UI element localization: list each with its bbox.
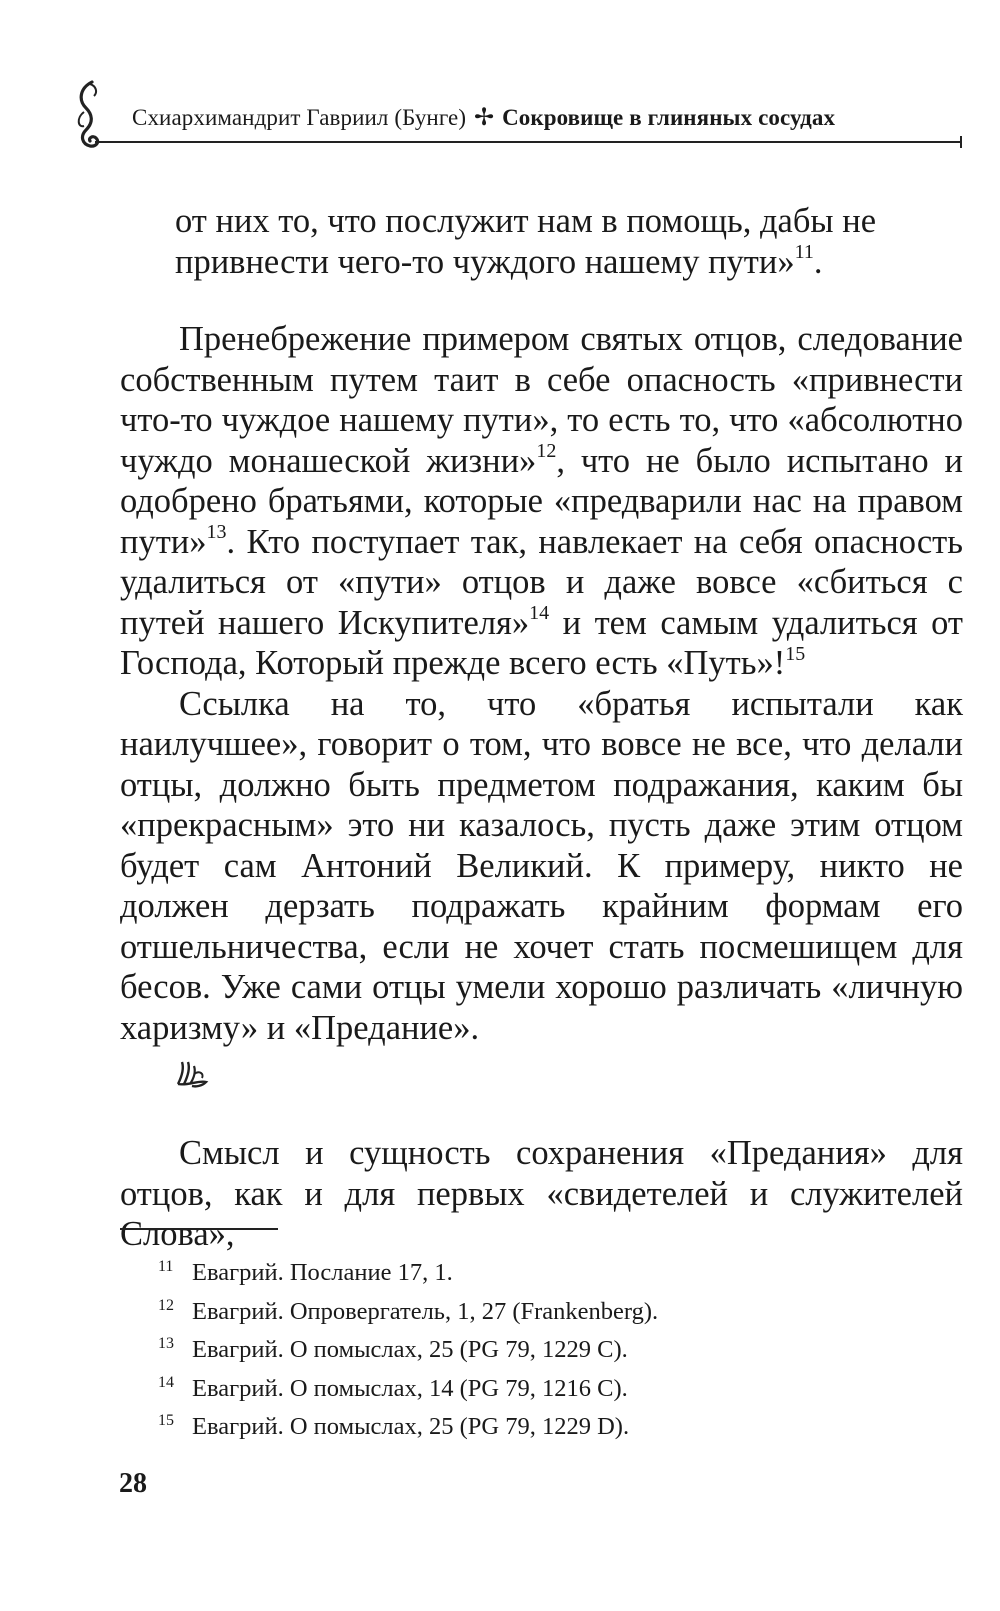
running-head [132,103,962,137]
body-text-block [120,319,963,1048]
footnote-number: 15 [158,1412,174,1429]
footnote-item [120,1293,963,1332]
footnote-text: Евагрий. О помыслах, 25 (PG 79, 1229 C). [192,1336,628,1363]
paragraph-text-tail: . [813,242,823,281]
footnote-number: 13 [158,1335,174,1352]
paragraph-3: Ссылка на то, что «братья испытали как наилучшее», говорит о том, что вовсе не все, что делали отцы, должно быть предметом подражания, каким бы «прекрасным» это ни казалось, пусть даже этим отцом будет сам Антоний Великий. К примеру, никто не должен дерзать подражать крайним формам его отшельничества, если не хочет стать посмешищем для бесов. Уже сами отцы умели хорошо различать «личную харизму» и «Предание». [120,684,963,1047]
paragraph-text: , что не было испытано и одобрено братьями, которые «предварили нас на правом пути» [120,441,963,561]
footnote-ref[interactable]: 12 [536,440,557,462]
paragraph-2 [120,319,963,684]
footnote-ref[interactable]: 15 [785,642,806,665]
header-rule-tick [960,136,962,148]
footnote-ref[interactable]: 13 [206,521,227,543]
paragraph-text: . Кто поступает так, навлекает на себя опасность удалиться от «пути» отцов и даже вовсе «сбиться с путей нашего Искупителя» [120,522,963,642]
floral-dingbat-icon [174,1060,210,1088]
paragraph-4 [120,1133,963,1255]
header-book-title: Сокровище в глиняных сосудах [502,105,836,130]
footnote-item [120,1331,963,1370]
footnote-rule [120,1228,278,1230]
footnote-text: Евагрий. О помыслах, 25 (PG 79, 1229 D). [192,1413,630,1440]
footnote-text: Евагрий. Послание 17, 1. [192,1259,453,1286]
paragraph-text: и тем самым удалиться от Господа, Который прежде всего есть «Путь»! [120,603,963,682]
page-number: 28 [119,1468,147,1499]
scroll-flourish-icon [72,78,106,150]
footnote-item [120,1254,963,1293]
footnote-item [120,1370,963,1409]
paragraph-text: Пренебрежение примером святых отцов, следование собственным путем таит в себе опасность «привнести что-то чуждое нашему пути», то есть то, что «абсолютно чуждо монашеской жизни» [120,320,963,480]
footnote-text: Евагрий. Опровергатель, 1, 27 (Frankenberg). [192,1297,659,1325]
footnote-number: 14 [158,1373,174,1391]
paragraph-continuation [120,201,963,282]
paragraph-text: от них то, что послужит нам в помощь, дабы не привнести чего-то чуждого нашему пути» [175,202,877,281]
footnote-number: 12 [158,1296,174,1314]
footnote-item [120,1408,963,1447]
header-separator: ✢ [474,105,495,131]
paragraph-text: Смысл и сущность сохранения «Предания» для отцов, как и для первых «свидетелей и служителей Слова», [120,1134,963,1253]
footnote-number: 11 [158,1258,174,1275]
footnote-ref[interactable]: 14 [529,602,550,624]
header-author: Схиархимандрит Гавриил (Бунге) [132,105,467,130]
footnote-text: Евагрий. О помыслах, 14 (PG 79, 1216 C). [192,1374,628,1402]
header-rule [95,141,962,143]
footnotes [120,1254,963,1447]
footnote-ref[interactable]: 11 [794,241,814,263]
